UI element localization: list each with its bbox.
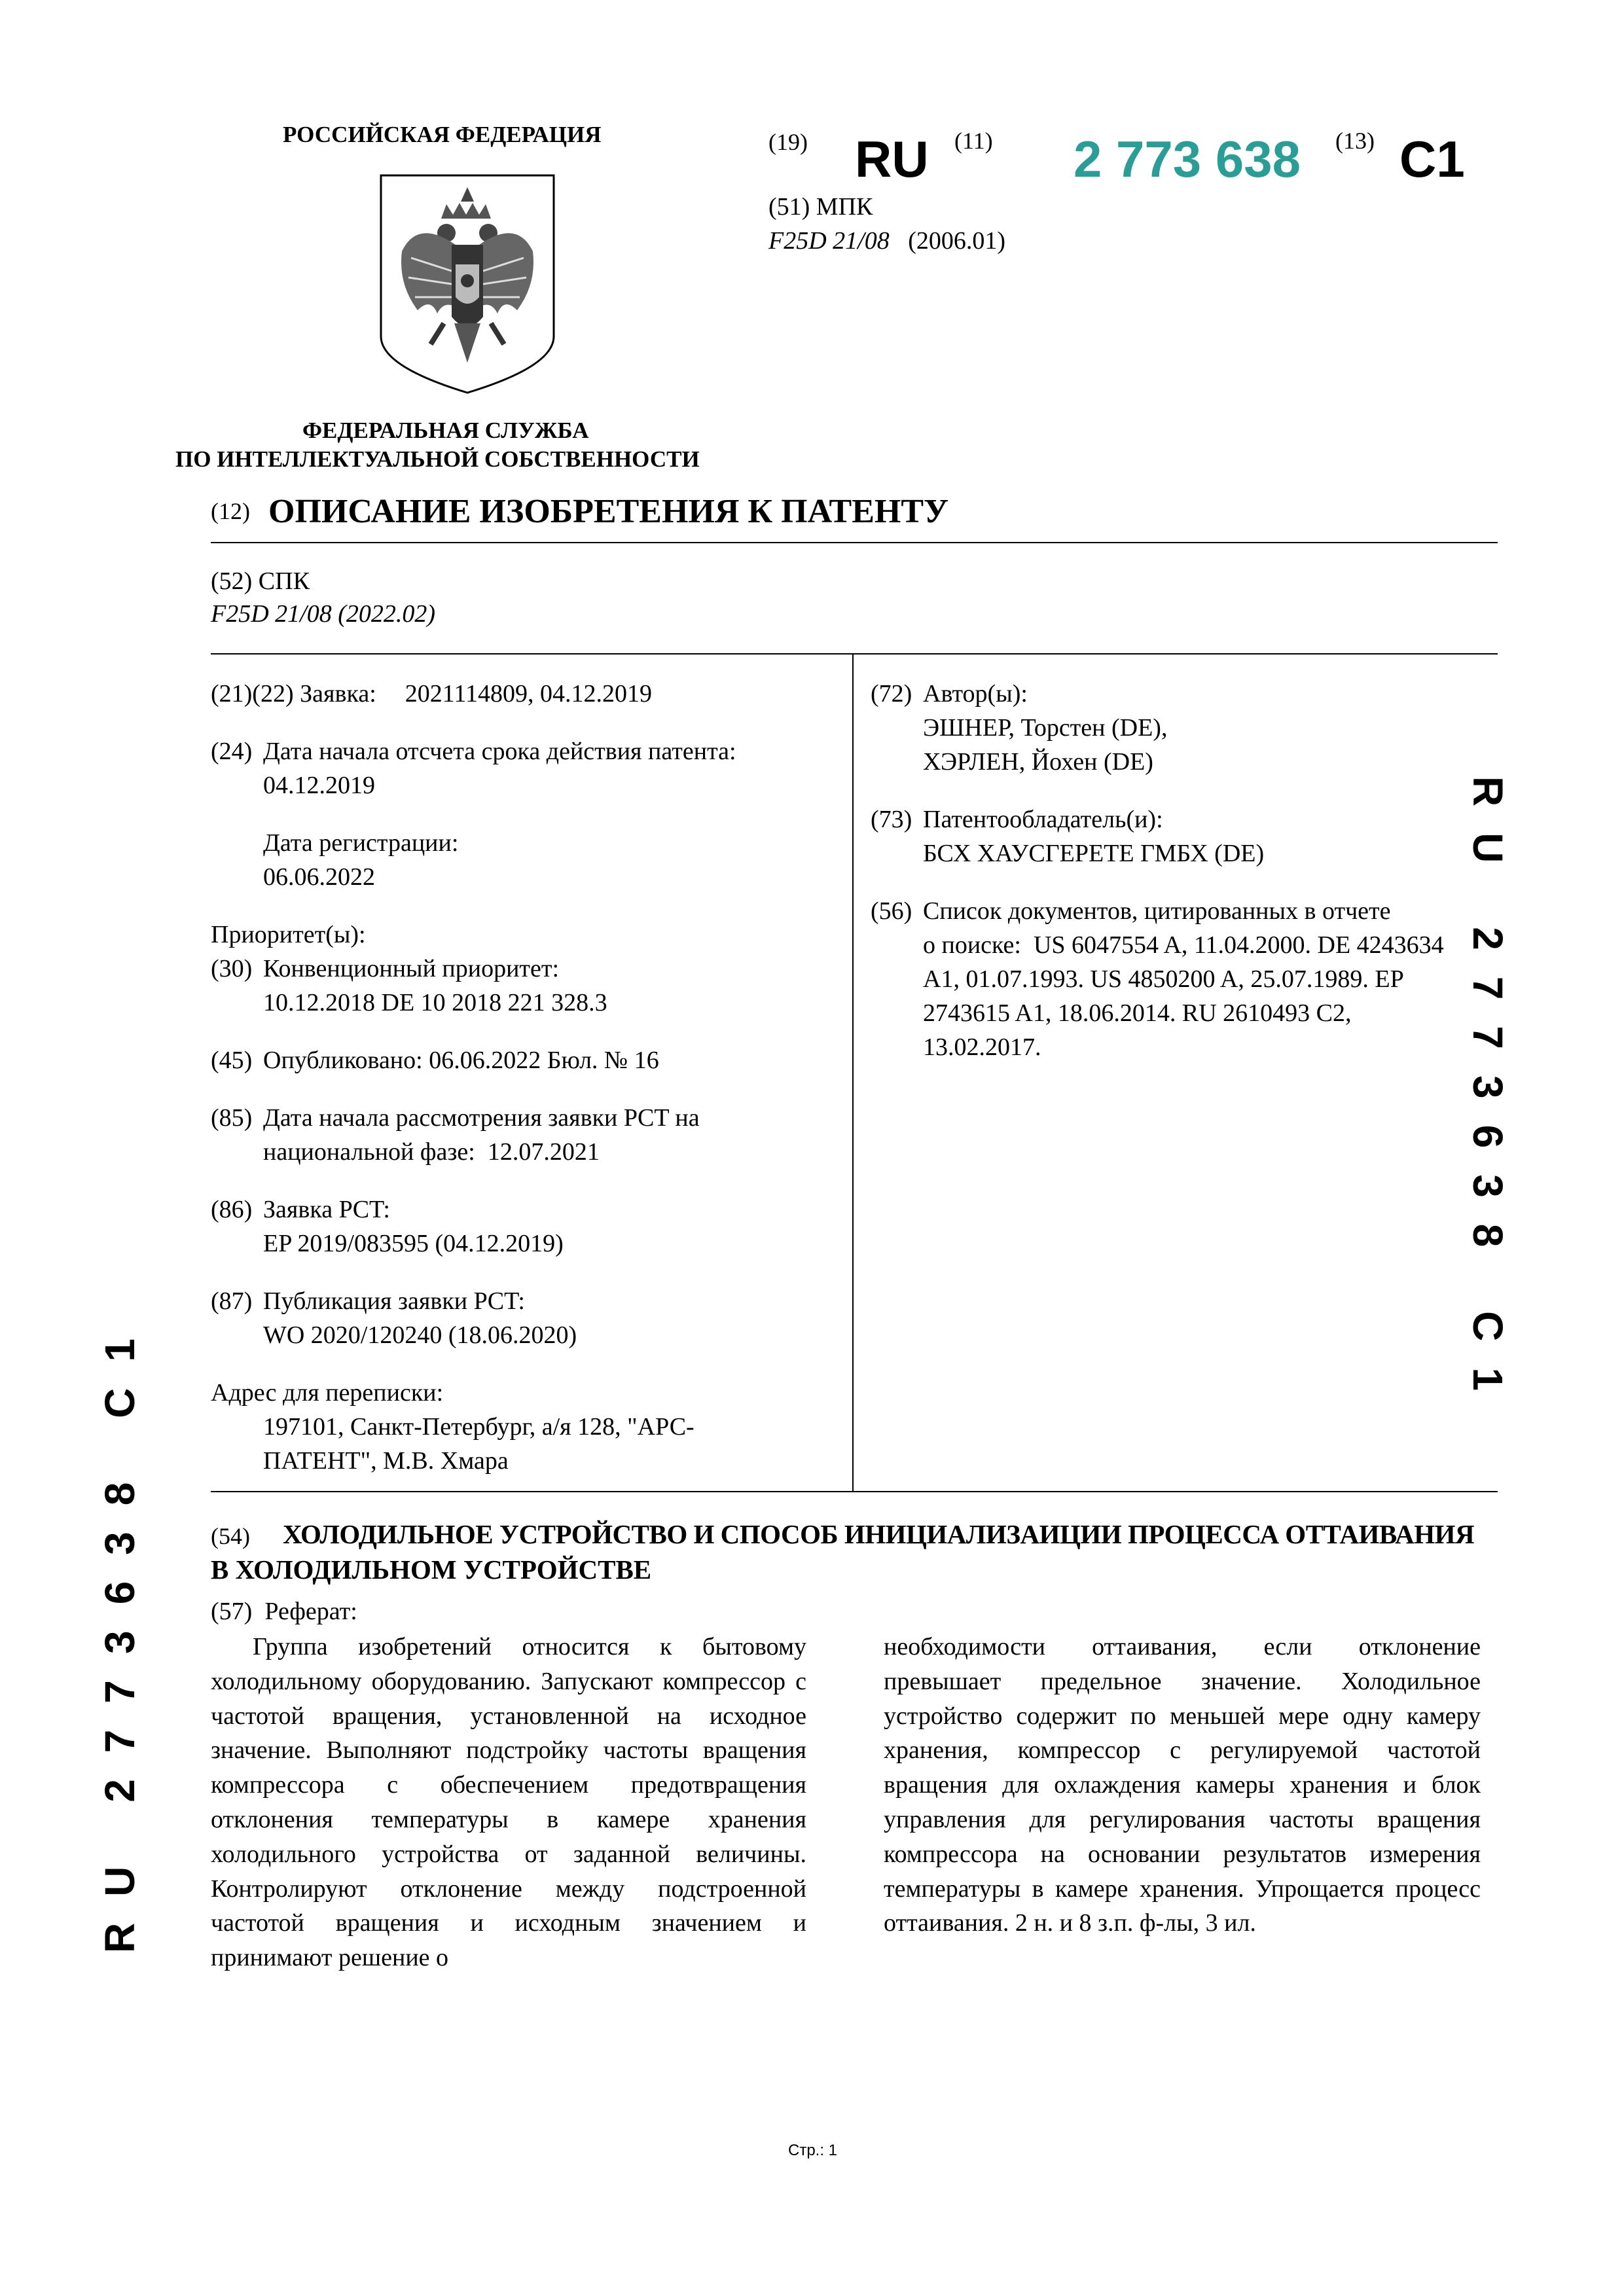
field-21-22: (21)(22) Заявка: 2021114809, 04.12.2019 <box>211 680 652 708</box>
cited-documents-line1: US 6047554 A, 11.04.2000. DE 4243634 <box>1033 931 1444 959</box>
field-24: (24) Дата начала отсчета срока действия патента: <box>211 738 736 765</box>
pct-publication: WO 2020/120240 (18.06.2020) <box>263 1321 577 1349</box>
cpc-version: (2022.02) <box>338 600 436 628</box>
invention-title-line1: ХОЛОДИЛЬНОЕ УСТРОЙСТВО И СПОСОБ ИНИЦИАЛИЗАИЦИИ ПРОЦЕССА ОТТАИВАНИЯ <box>283 1519 1475 1549</box>
national-phase-date: 12.07.2021 <box>487 1138 600 1166</box>
bulletin-number: 16 <box>634 1047 659 1074</box>
code-13: (13) <box>1335 128 1375 154</box>
country-name: РОССИЙСКАЯ ФЕДЕРАЦИЯ <box>283 122 602 147</box>
invention-title-line2: В ХОЛОДИЛЬНОМ УСТРОЙСТВЕ <box>211 1554 652 1585</box>
field-45: (45) Опубликовано: 06.06.2022 Бюл. № 16 <box>211 1047 659 1074</box>
cited-documents-line2: A1, 01.07.1993. US 4850200 A, 25.07.1989. EP <box>923 965 1404 993</box>
side-label-right: RU 2773638 C1 <box>1464 776 1511 1417</box>
document-type-title: ОПИСАНИЕ ИЗОБРЕТЕНИЯ К ПАТЕНТУ <box>268 493 949 530</box>
agency-name-line2: ПО ИНТЕЛЛЕКТУАЛЬНОЙ СОБСТВЕННОСТИ <box>175 446 700 472</box>
cited-documents-line3: 2743615 A1, 18.06.2014. RU 2610493 C2, <box>923 999 1352 1027</box>
priority-label: Приоритет(ы): <box>211 921 366 948</box>
field-85: (85) Дата начала рассмотрения заявки PCT на <box>211 1104 700 1132</box>
author-1: ЭШНЕР, Торстен (DE), <box>923 714 1168 742</box>
field-86: (86) Заявка PCT: <box>211 1196 390 1223</box>
ipc-class: F25D 21/08 <box>768 227 890 255</box>
correspondence-label: Адрес для переписки: <box>211 1379 444 1407</box>
side-label-left: RU 2773638 C1 <box>96 1312 143 1953</box>
field-57: (57) Реферат: <box>211 1598 357 1625</box>
cpc-class: F25D 21/08 <box>211 600 332 628</box>
abstract-column-2: необходимости оттаивания, если отклонение превышает предельное значение. Холодильное устройство содержит по меньшей мере одну камеру хранения, компрессор с регулируемой частотой вращения для охлаждения камеры хранения и блок управления для регулирования частоты вращения компрессора на основании результатов измерения температуры в камере хранения. Упрощается процесс оттаивания. 2 н. и 8 з.п. ф-лы, 3 ил. <box>884 1633 1481 1937</box>
publication-date: 06.06.2022 <box>429 1047 541 1074</box>
divider <box>211 1491 1498 1492</box>
kind-code: C1 <box>1399 130 1465 188</box>
code-54: (54) <box>211 1523 250 1549</box>
code-12: (12) <box>211 498 250 524</box>
abstract-column-1: Группа изобретений относится к бытовому холодильному оборудованию. Запускают компрессор с частотой вращения, установленной на исходное значение. Выполняют подстройку частоты вращения компрессора с обеспечением предотвращения отклонения температуры в камере хранения холодильного устройства от заданной величины. Контролируют отклонение между подстроенной частотой вращения и исходным значением и принимают решение о <box>211 1633 806 1972</box>
registration-date: 06.06.2022 <box>263 863 375 891</box>
code-11: (11) <box>954 128 993 154</box>
coat-of-arms-emblem <box>378 173 556 395</box>
registration-label: Дата регистрации: <box>263 829 459 857</box>
correspondence-address-line1: 197101, Санкт-Петербург, а/я 128, "АРС- <box>263 1413 695 1441</box>
ipc-version: (2006.01) <box>908 227 1006 255</box>
application-number: 2021114809, 04.12.2019 <box>405 680 652 708</box>
column-divider <box>852 653 854 1491</box>
term-start-date: 04.12.2019 <box>263 772 375 799</box>
field-87: (87) Публикация заявки PCT: <box>211 1287 525 1315</box>
divider <box>211 542 1498 543</box>
field-72: (72) Автор(ы): <box>871 680 1028 708</box>
code-19: (19) <box>768 129 808 155</box>
cited-documents-line4: 13.02.2017. <box>923 1033 1041 1061</box>
field-30: (30) Конвенционный приоритет: <box>211 955 560 982</box>
divider <box>211 653 1498 655</box>
patent-number: 2 773 638 <box>1074 130 1301 188</box>
cpc-label: (52) СПК <box>211 567 310 595</box>
page-number: Стр.: 1 <box>788 2142 838 2159</box>
agency-name-line1: ФЕДЕРАЛЬНАЯ СЛУЖБА <box>302 418 589 443</box>
office-code: RU <box>855 130 929 188</box>
author-2: ХЭРЛЕН, Йохен (DE) <box>923 748 1153 776</box>
patent-holder: БСХ ХАУСГЕРЕТЕ ГМБХ (DE) <box>923 840 1265 867</box>
field-73: (73) Патентообладатель(и): <box>871 806 1163 833</box>
ipc-label: (51) МПК <box>768 193 873 221</box>
convention-priority: 10.12.2018 DE 10 2018 221 328.3 <box>263 989 607 1016</box>
correspondence-address-line2: ПАТЕНТ", М.В. Хмара <box>263 1447 509 1475</box>
pct-application: EP 2019/083595 (04.12.2019) <box>263 1230 564 1257</box>
field-56: (56) Список документов, цитированных в отчете <box>871 897 1391 925</box>
